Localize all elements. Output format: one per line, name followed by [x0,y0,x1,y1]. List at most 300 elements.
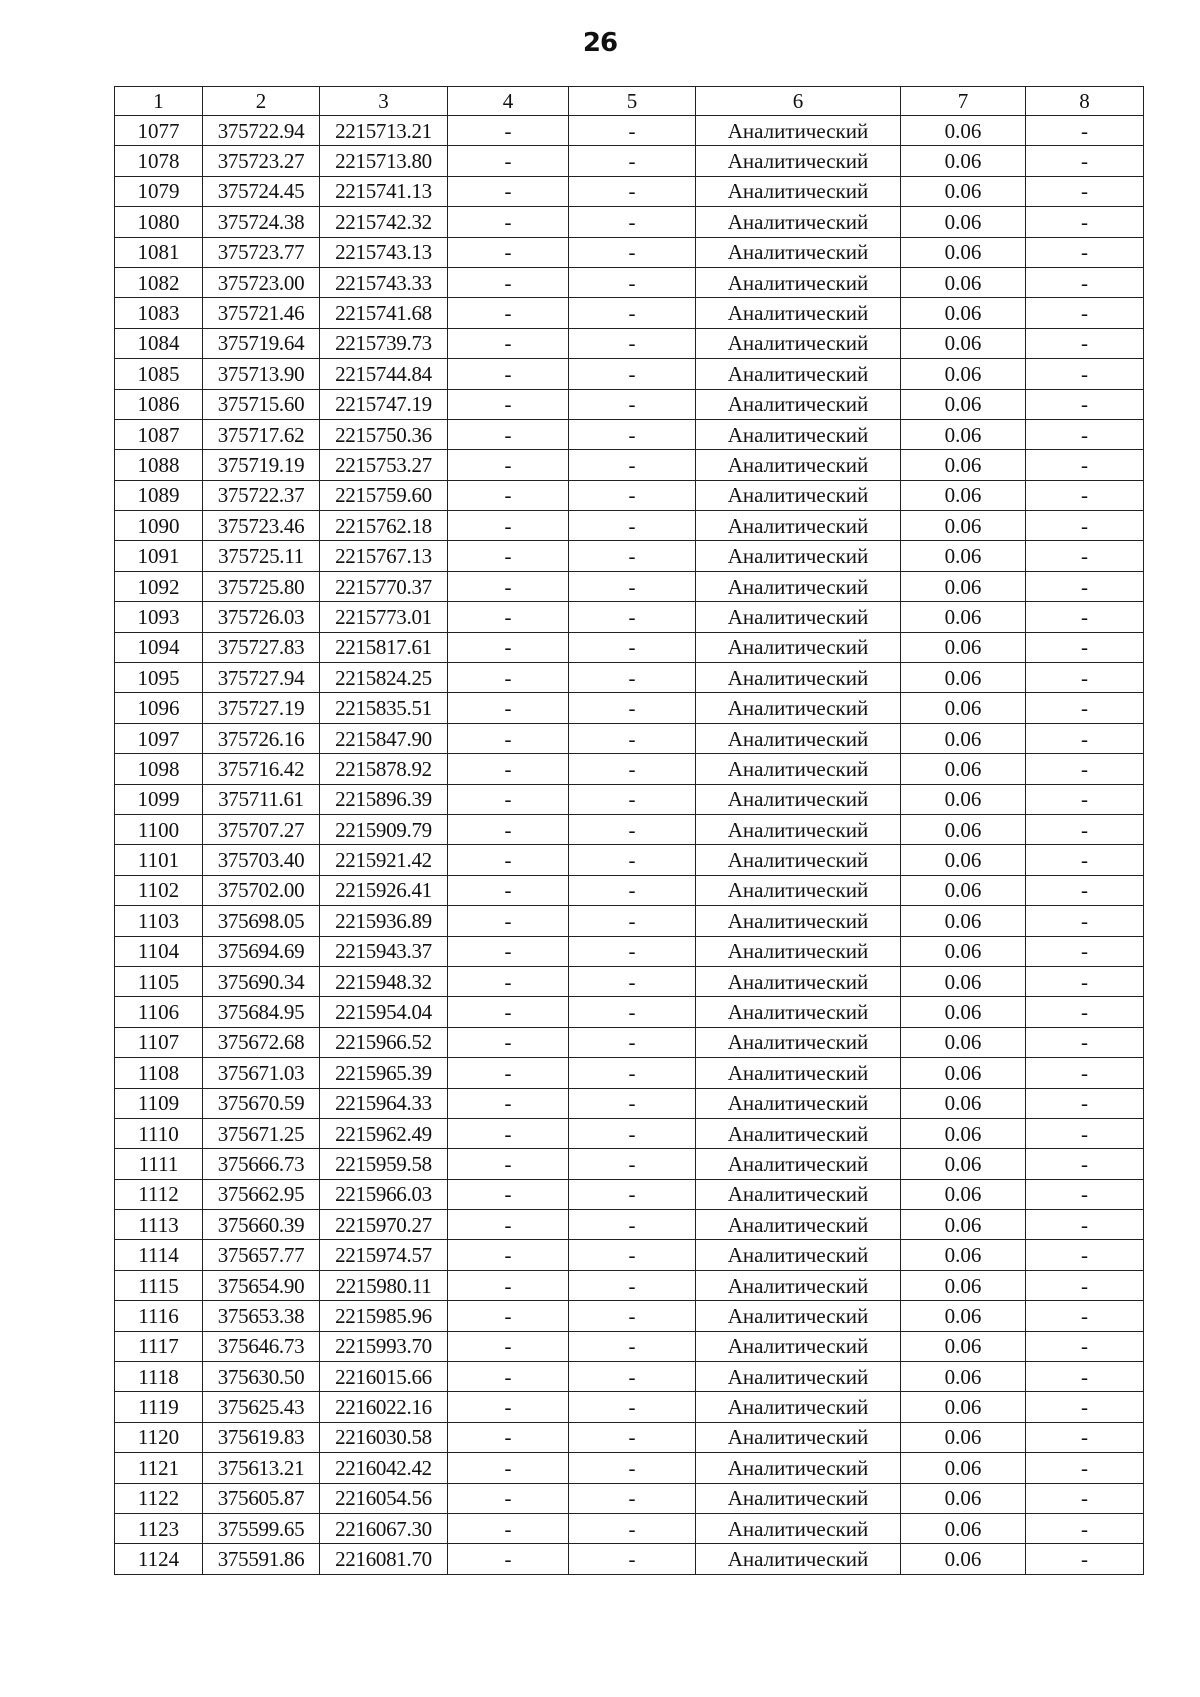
col8-cell: - [1026,936,1144,966]
col5-cell: - [569,754,696,784]
point-number-cell: 1077 [115,116,203,146]
table-row [115,1422,1144,1452]
col8-cell: - [1026,1027,1144,1057]
col5-cell: - [569,1118,696,1148]
accuracy-cell: 0.06 [901,632,1026,662]
table-row [115,997,1144,1027]
table-row [115,632,1144,662]
table-row [115,1149,1144,1179]
x-coordinate-cell: 375672.68 [203,1027,320,1057]
column-header-7: 7 [901,87,1026,116]
point-number-cell: 1112 [115,1179,203,1209]
x-coordinate-cell: 375723.27 [203,146,320,176]
accuracy-cell: 0.06 [901,571,1026,601]
method-cell: Аналитический [696,146,901,176]
col5-cell: - [569,1058,696,1088]
point-number-cell: 1110 [115,1118,203,1148]
accuracy-cell: 0.06 [901,511,1026,541]
y-coordinate-cell: 2215909.79 [320,814,448,844]
accuracy-cell: 0.06 [901,845,1026,875]
accuracy-cell: 0.06 [901,207,1026,237]
col8-cell: - [1026,480,1144,510]
point-number-cell: 1078 [115,146,203,176]
y-coordinate-cell: 2215742.32 [320,207,448,237]
method-cell: Аналитический [696,1362,901,1392]
col4-cell: - [448,1513,569,1543]
col4-cell: - [448,1027,569,1057]
col8-cell: - [1026,906,1144,936]
col4-cell: - [448,146,569,176]
method-cell: Аналитический [696,389,901,419]
col4-cell: - [448,298,569,328]
table-row [115,723,1144,753]
x-coordinate-cell: 375690.34 [203,966,320,996]
col5-cell: - [569,602,696,632]
y-coordinate-cell: 2215896.39 [320,784,448,814]
table-row [115,359,1144,389]
x-coordinate-cell: 375591.86 [203,1544,320,1574]
accuracy-cell: 0.06 [901,814,1026,844]
y-coordinate-cell: 2215936.89 [320,906,448,936]
point-number-cell: 1103 [115,906,203,936]
x-coordinate-cell: 375605.87 [203,1483,320,1513]
table-row [115,1270,1144,1300]
y-coordinate-cell: 2215773.01 [320,602,448,632]
method-cell: Аналитический [696,116,901,146]
col8-cell: - [1026,875,1144,905]
accuracy-cell: 0.06 [901,1118,1026,1148]
col4-cell: - [448,176,569,206]
col4-cell: - [448,784,569,814]
col5-cell: - [569,176,696,206]
col5-cell: - [569,814,696,844]
method-cell: Аналитический [696,207,901,237]
x-coordinate-cell: 375660.39 [203,1210,320,1240]
accuracy-cell: 0.06 [901,602,1026,632]
accuracy-cell: 0.06 [901,1179,1026,1209]
x-coordinate-cell: 375719.64 [203,328,320,358]
accuracy-cell: 0.06 [901,1544,1026,1574]
col8-cell: - [1026,1513,1144,1543]
accuracy-cell: 0.06 [901,116,1026,146]
point-number-cell: 1121 [115,1453,203,1483]
accuracy-cell: 0.06 [901,267,1026,297]
point-number-cell: 1102 [115,875,203,905]
accuracy-cell: 0.06 [901,237,1026,267]
accuracy-cell: 0.06 [901,389,1026,419]
point-number-cell: 1114 [115,1240,203,1270]
col4-cell: - [448,936,569,966]
accuracy-cell: 0.06 [901,541,1026,571]
method-cell: Аналитический [696,176,901,206]
table-row [115,116,1144,146]
method-cell: Аналитический [696,845,901,875]
col8-cell: - [1026,1301,1144,1331]
col5-cell: - [569,571,696,601]
y-coordinate-cell: 2215743.13 [320,237,448,267]
col4-cell: - [448,1240,569,1270]
y-coordinate-cell: 2215926.41 [320,875,448,905]
col4-cell: - [448,754,569,784]
y-coordinate-cell: 2215921.42 [320,845,448,875]
col8-cell: - [1026,1544,1144,1574]
table-row [115,1301,1144,1331]
table-row [115,1088,1144,1118]
point-number-cell: 1082 [115,267,203,297]
col4-cell: - [448,602,569,632]
method-cell: Аналитический [696,359,901,389]
col4-cell: - [448,1483,569,1513]
table-row [115,754,1144,784]
method-cell: Аналитический [696,1027,901,1057]
point-number-cell: 1116 [115,1301,203,1331]
col4-cell: - [448,480,569,510]
col8-cell: - [1026,450,1144,480]
x-coordinate-cell: 375724.45 [203,176,320,206]
x-coordinate-cell: 375671.03 [203,1058,320,1088]
point-number-cell: 1119 [115,1392,203,1422]
col4-cell: - [448,450,569,480]
col8-cell: - [1026,1088,1144,1118]
table-row [115,450,1144,480]
accuracy-cell: 0.06 [901,1210,1026,1240]
point-number-cell: 1123 [115,1513,203,1543]
col8-cell: - [1026,1453,1144,1483]
point-number-cell: 1086 [115,389,203,419]
accuracy-cell: 0.06 [901,966,1026,996]
col4-cell: - [448,845,569,875]
col5-cell: - [569,1331,696,1361]
x-coordinate-cell: 375630.50 [203,1362,320,1392]
x-coordinate-cell: 375726.16 [203,723,320,753]
y-coordinate-cell: 2215741.13 [320,176,448,206]
accuracy-cell: 0.06 [901,1513,1026,1543]
point-number-cell: 1113 [115,1210,203,1240]
method-cell: Аналитический [696,602,901,632]
accuracy-cell: 0.06 [901,875,1026,905]
point-number-cell: 1091 [115,541,203,571]
point-number-cell: 1095 [115,663,203,693]
table-header [115,87,1144,116]
method-cell: Аналитический [696,419,901,449]
accuracy-cell: 0.06 [901,359,1026,389]
point-number-cell: 1118 [115,1362,203,1392]
col8-cell: - [1026,176,1144,206]
y-coordinate-cell: 2215744.84 [320,359,448,389]
accuracy-cell: 0.06 [901,1058,1026,1088]
point-number-cell: 1120 [115,1422,203,1452]
table-row [115,1179,1144,1209]
col5-cell: - [569,845,696,875]
method-cell: Аналитический [696,1392,901,1422]
column-header-3: 3 [320,87,448,116]
y-coordinate-cell: 2215753.27 [320,450,448,480]
col5-cell: - [569,1149,696,1179]
y-coordinate-cell: 2215943.37 [320,936,448,966]
col5-cell: - [569,997,696,1027]
col8-cell: - [1026,1149,1144,1179]
y-coordinate-cell: 2215993.70 [320,1331,448,1361]
col8-cell: - [1026,632,1144,662]
method-cell: Аналитический [696,966,901,996]
col4-cell: - [448,693,569,723]
point-number-cell: 1083 [115,298,203,328]
method-cell: Аналитический [696,1149,901,1179]
y-coordinate-cell: 2215713.80 [320,146,448,176]
x-coordinate-cell: 375713.90 [203,359,320,389]
x-coordinate-cell: 375654.90 [203,1270,320,1300]
y-coordinate-cell: 2216081.70 [320,1544,448,1574]
table-row [115,1392,1144,1422]
x-coordinate-cell: 375722.94 [203,116,320,146]
col8-cell: - [1026,1483,1144,1513]
method-cell: Аналитический [696,267,901,297]
table-row [115,267,1144,297]
method-cell: Аналитический [696,450,901,480]
y-coordinate-cell: 2215817.61 [320,632,448,662]
col4-cell: - [448,1118,569,1148]
accuracy-cell: 0.06 [901,1149,1026,1179]
x-coordinate-cell: 375723.46 [203,511,320,541]
x-coordinate-cell: 375707.27 [203,814,320,844]
method-cell: Аналитический [696,875,901,905]
accuracy-cell: 0.06 [901,906,1026,936]
col5-cell: - [569,511,696,541]
table-body [115,116,1144,1575]
col4-cell: - [448,359,569,389]
table-row [115,693,1144,723]
accuracy-cell: 0.06 [901,754,1026,784]
x-coordinate-cell: 375653.38 [203,1301,320,1331]
x-coordinate-cell: 375719.19 [203,450,320,480]
point-number-cell: 1079 [115,176,203,206]
col4-cell: - [448,723,569,753]
col5-cell: - [569,1301,696,1331]
col4-cell: - [448,237,569,267]
table-row [115,511,1144,541]
accuracy-cell: 0.06 [901,298,1026,328]
col8-cell: - [1026,754,1144,784]
method-cell: Аналитический [696,237,901,267]
method-cell: Аналитический [696,1088,901,1118]
y-coordinate-cell: 2216054.56 [320,1483,448,1513]
column-header-4: 4 [448,87,569,116]
accuracy-cell: 0.06 [901,1362,1026,1392]
table-row [115,966,1144,996]
point-number-cell: 1100 [115,814,203,844]
col5-cell: - [569,1210,696,1240]
column-header-2: 2 [203,87,320,116]
table-row [115,207,1144,237]
col5-cell: - [569,1483,696,1513]
y-coordinate-cell: 2215965.39 [320,1058,448,1088]
method-cell: Аналитический [696,480,901,510]
table-row [115,480,1144,510]
x-coordinate-cell: 375702.00 [203,875,320,905]
point-number-cell: 1101 [115,845,203,875]
table-row [115,541,1144,571]
point-number-cell: 1097 [115,723,203,753]
y-coordinate-cell: 2215762.18 [320,511,448,541]
point-number-cell: 1081 [115,237,203,267]
point-number-cell: 1106 [115,997,203,1027]
col8-cell: - [1026,1118,1144,1148]
col8-cell: - [1026,966,1144,996]
col4-cell: - [448,1179,569,1209]
accuracy-cell: 0.06 [901,1422,1026,1452]
method-cell: Аналитический [696,936,901,966]
method-cell: Аналитический [696,1483,901,1513]
method-cell: Аналитический [696,1270,901,1300]
col8-cell: - [1026,602,1144,632]
y-coordinate-cell: 2215964.33 [320,1088,448,1118]
table-row [115,936,1144,966]
col8-cell: - [1026,663,1144,693]
x-coordinate-cell: 375670.59 [203,1088,320,1118]
col8-cell: - [1026,146,1144,176]
col4-cell: - [448,419,569,449]
col4-cell: - [448,267,569,297]
accuracy-cell: 0.06 [901,1392,1026,1422]
x-coordinate-cell: 375599.65 [203,1513,320,1543]
col5-cell: - [569,1088,696,1118]
y-coordinate-cell: 2215713.21 [320,116,448,146]
method-cell: Аналитический [696,1331,901,1361]
point-number-cell: 1087 [115,419,203,449]
x-coordinate-cell: 375725.80 [203,571,320,601]
col8-cell: - [1026,419,1144,449]
col5-cell: - [569,936,696,966]
table-row [115,389,1144,419]
x-coordinate-cell: 375694.69 [203,936,320,966]
col5-cell: - [569,1453,696,1483]
table-row [115,814,1144,844]
point-number-cell: 1099 [115,784,203,814]
y-coordinate-cell: 2215739.73 [320,328,448,358]
point-number-cell: 1107 [115,1027,203,1057]
y-coordinate-cell: 2215835.51 [320,693,448,723]
method-cell: Аналитический [696,1453,901,1483]
table-row [115,1331,1144,1361]
col4-cell: - [448,571,569,601]
col5-cell: - [569,419,696,449]
method-cell: Аналитический [696,693,901,723]
col8-cell: - [1026,511,1144,541]
method-cell: Аналитический [696,1210,901,1240]
accuracy-cell: 0.06 [901,419,1026,449]
y-coordinate-cell: 2215770.37 [320,571,448,601]
x-coordinate-cell: 375723.00 [203,267,320,297]
column-header-6: 6 [696,87,901,116]
col4-cell: - [448,663,569,693]
x-coordinate-cell: 375671.25 [203,1118,320,1148]
x-coordinate-cell: 375727.19 [203,693,320,723]
x-coordinate-cell: 375715.60 [203,389,320,419]
point-number-cell: 1109 [115,1088,203,1118]
x-coordinate-cell: 375666.73 [203,1149,320,1179]
table-row [115,1058,1144,1088]
point-number-cell: 1117 [115,1331,203,1361]
x-coordinate-cell: 375722.37 [203,480,320,510]
col8-cell: - [1026,267,1144,297]
col5-cell: - [569,875,696,905]
accuracy-cell: 0.06 [901,146,1026,176]
col4-cell: - [448,1210,569,1240]
col4-cell: - [448,1270,569,1300]
accuracy-cell: 0.06 [901,997,1026,1027]
col8-cell: - [1026,298,1144,328]
y-coordinate-cell: 2215747.19 [320,389,448,419]
method-cell: Аналитический [696,723,901,753]
col4-cell: - [448,1088,569,1118]
col5-cell: - [569,1270,696,1300]
col8-cell: - [1026,1392,1144,1422]
accuracy-cell: 0.06 [901,936,1026,966]
col4-cell: - [448,1301,569,1331]
column-header-8: 8 [1026,87,1144,116]
coordinates-table [114,86,1144,1575]
column-header-1: 1 [115,87,203,116]
method-cell: Аналитический [696,328,901,358]
y-coordinate-cell: 2215741.68 [320,298,448,328]
method-cell: Аналитический [696,1179,901,1209]
x-coordinate-cell: 375726.03 [203,602,320,632]
y-coordinate-cell: 2215948.32 [320,966,448,996]
point-number-cell: 1092 [115,571,203,601]
accuracy-cell: 0.06 [901,1240,1026,1270]
point-number-cell: 1094 [115,632,203,662]
x-coordinate-cell: 375725.11 [203,541,320,571]
col8-cell: - [1026,571,1144,601]
col4-cell: - [448,966,569,996]
y-coordinate-cell: 2215767.13 [320,541,448,571]
col4-cell: - [448,1058,569,1088]
col8-cell: - [1026,1210,1144,1240]
method-cell: Аналитический [696,1240,901,1270]
method-cell: Аналитический [696,997,901,1027]
point-number-cell: 1104 [115,936,203,966]
col4-cell: - [448,1422,569,1452]
method-cell: Аналитический [696,754,901,784]
col5-cell: - [569,966,696,996]
x-coordinate-cell: 375717.62 [203,419,320,449]
point-number-cell: 1085 [115,359,203,389]
col4-cell: - [448,997,569,1027]
x-coordinate-cell: 375662.95 [203,1179,320,1209]
col4-cell: - [448,389,569,419]
method-cell: Аналитический [696,632,901,662]
y-coordinate-cell: 2216067.30 [320,1513,448,1543]
col5-cell: - [569,784,696,814]
col4-cell: - [448,1149,569,1179]
accuracy-cell: 0.06 [901,176,1026,206]
col8-cell: - [1026,207,1144,237]
col8-cell: - [1026,389,1144,419]
accuracy-cell: 0.06 [901,693,1026,723]
y-coordinate-cell: 2215970.27 [320,1210,448,1240]
col8-cell: - [1026,541,1144,571]
col4-cell: - [448,207,569,237]
y-coordinate-cell: 2216030.58 [320,1422,448,1452]
col5-cell: - [569,389,696,419]
y-coordinate-cell: 2215824.25 [320,663,448,693]
table-row [115,1544,1144,1574]
col5-cell: - [569,359,696,389]
col8-cell: - [1026,723,1144,753]
col5-cell: - [569,237,696,267]
table-row [115,1118,1144,1148]
col4-cell: - [448,632,569,662]
